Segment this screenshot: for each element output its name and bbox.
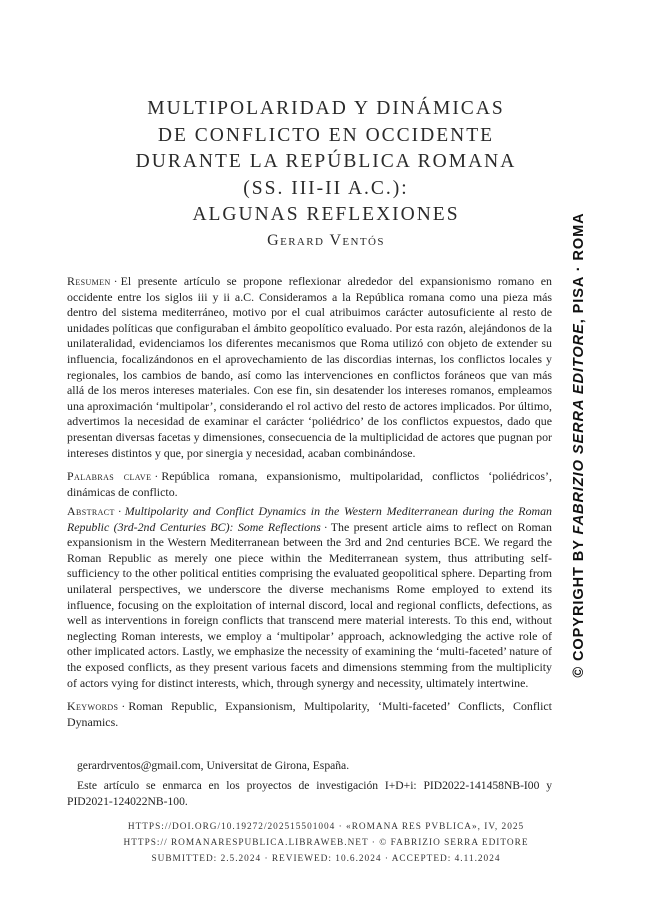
resumen-label: Resumen [67, 274, 111, 288]
website-line: HTTPS:// ROMANARESPUBLICA.LIBRAWEB.NET · © FABRIZIO SERRA EDITORE [123, 838, 529, 848]
separator-dot: · [323, 519, 328, 534]
dates-line: SUBMITTED: 2.5.2024 · REVIEWED: 10.6.2024 · ACCEPTED: 4.11.2024 [151, 854, 501, 864]
separator-dot: · [154, 469, 159, 483]
abstract-text: The present article aims to reflect on Roman expansionism in the Western Mediterranean between the 3rd and 2nd centuries BCE. We regard the Roman Republic as merely one piece within the Mediterranean system, thus attributing self-sufficiency to the other political entities comprising the evaluated geopolitical sphere. Departing from unilateral perspectives, we underscore the diverse mechanisms Rome employed to extend its influence, focusing on the exploitation of internal discord, local and regional conflicts, defections, as well as interventions in foreign conflicts that transcend mere material interests. To this end, without neglecting Roman interests, we employ a ‘multipolar’ approach, acknowledging the active role of other implicated actors. Lastly, we emphasize the necessity of examining the ‘multi-faceted’ nature of the exposed conflicts, as they present various facets and dimensions stemming from the multiplicity of actors vying for distinct interests, which, through synergy and necessity, ultimately intertwine. [67, 519, 552, 690]
copyright-suffix: , PISA · ROMA [571, 212, 587, 324]
title-line: DURANTE LA REPÚBLICA ROMANA [135, 151, 517, 172]
abstract-paragraph [67, 504, 552, 691]
resumen-text: El presente artículo se propone reflexionar alrededor del expansionismo romano en occidente entre los siglos iii y ii a.C. Consideramos a la República romana como una pieza más dentro del sistema mediterráneo, motivo por el cual atribuimos carácter autosuficiente al resto de unidades políticas que configuraban el ámbito geopolítico evaluado. Por esta razón, alejándonos de la unilateralidad, evidenciamos los diferentes mecanismos que Roma utilizó con objeto de extender su influencia, focalizándonos en el aprovechamiento de las discordias internas, los conflictos locales y regionales, los cambios de bando, así como las intervenciones en conflictos foráneos que van más allá de los meros intereses materiales. Con ese fin, sin desatender los intereses romanos, empleamos una aproximación ‘multipolar’, considerando el rol activo del resto de actores implicados. Por último, advertimos la necesidad de examinar el carácter ‘poliédrico’ de los conflictos expuestos, dado que presentan diversas facetas y dimensiones, consecuencia de la multiplicidad de actores que pugnan por intereses distintos y que, por sinergia y necesidad, acaban combinándose. [67, 274, 552, 460]
title-line: ALGUNAS REFLEXIONES [192, 204, 460, 225]
keywords-text: Roman Republic, Expansionism, Multipolarity, ‘Multi-faceted’ Conflicts, Conflict Dynamics. [67, 699, 552, 729]
copyright-prefix: © COPYRIGHT BY [571, 534, 587, 678]
doi-line: HTTPS://DOI.ORG/10.19272/202515501004 · «ROMANA RES PVBLICA», IV, 2025 [127, 822, 525, 832]
author-name: Gerard Ventós [267, 232, 385, 249]
resumen-paragraph [67, 274, 552, 461]
title-line: (SS. III-II A.C.): [243, 177, 409, 199]
copyright-sidebar [566, 206, 592, 684]
copyright-notice [571, 206, 587, 684]
separator-dot: · [117, 504, 122, 518]
separator-dot: · [113, 274, 118, 288]
abstract-label: Abstract [67, 504, 115, 518]
title-line: DE CONFLICTO EN OCCIDENTE [157, 124, 495, 146]
article-title [40, 96, 612, 229]
title-line: MULTIPOLARIDAD Y DINÁMICAS [147, 98, 505, 119]
palabras-clave-label: Palabras clave [67, 469, 152, 483]
copyright-publisher: FABRIZIO SERRA EDITORE [571, 323, 587, 535]
keywords-paragraph [67, 699, 552, 730]
funding-note: Este artículo se enmarca en los proyectos de investigación I+D+i: PID2022-141458NB-I00 y PID2021-124022NB-100. [67, 779, 552, 808]
keywords-label: Keywords [67, 699, 119, 713]
palabras-clave-text: República romana, expansionismo, multipolaridad, conflictos ‘poliédricos’, dinámicas de conflicto. [67, 469, 552, 499]
palabras-clave-paragraph [67, 469, 552, 500]
separator-dot: · [121, 699, 126, 713]
abstract-title: Multipolarity and Conflict Dynamics in the Western Mediterranean during the Roman Republic (3rd-2nd Centuries BC): Some Reflections [67, 504, 552, 534]
author-email-affiliation: gerardrventos@gmail.com, Universitat de Girona, España. [77, 759, 350, 772]
